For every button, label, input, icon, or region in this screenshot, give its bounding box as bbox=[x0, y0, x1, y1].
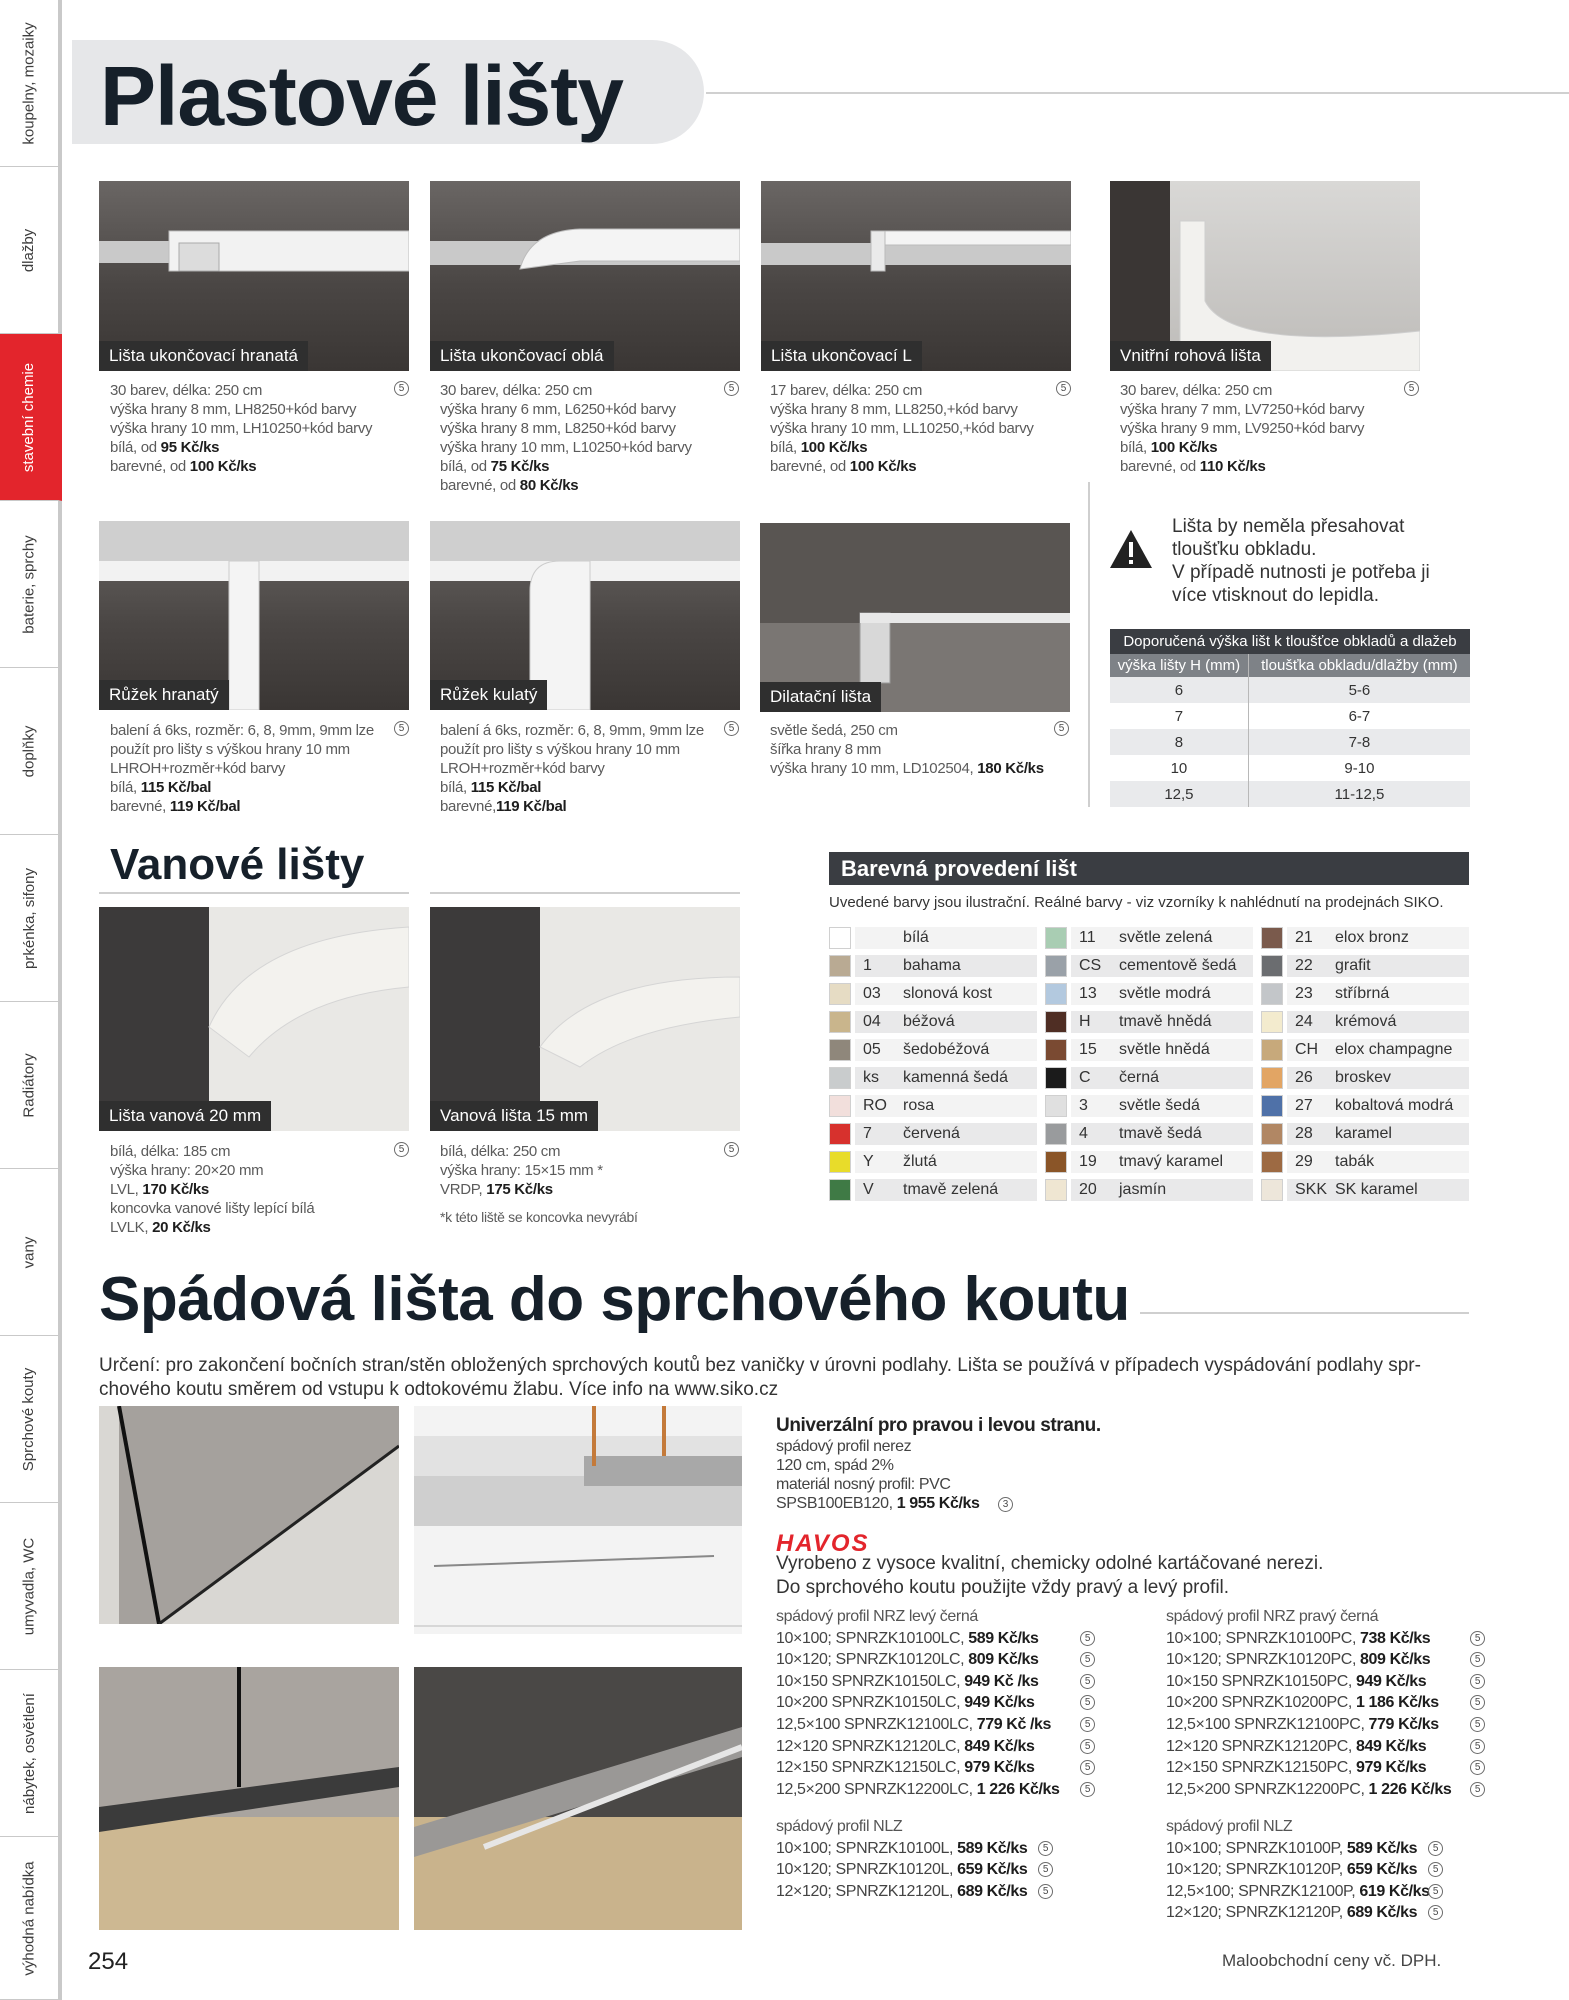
eco-badge-icon: 5 bbox=[1080, 1695, 1095, 1710]
eco-badge-icon: 5 bbox=[1470, 1739, 1485, 1754]
color-chip bbox=[1261, 1039, 1283, 1061]
color-chip bbox=[1261, 1011, 1283, 1033]
table-caption: Doporučená výška lišt k tloušťce obkladů a dlažeb bbox=[1110, 629, 1470, 654]
eco-badge-icon: 5 bbox=[1038, 1884, 1053, 1899]
product-label: Růžek hranatý bbox=[99, 680, 229, 710]
product-desc-vnitrni: 30 barev, délka: 250 cm výška hrany 7 mm, LV7250+kód barvy výška hrany 9 mm, LV9250+kód barvy bílá, 100 Kč/ks barevné, od 110 Kč/ks bbox=[1120, 382, 1365, 475]
color-name: kamenná šedá bbox=[903, 1069, 1008, 1086]
product-photo-vnitrni bbox=[1110, 181, 1420, 371]
color-chip bbox=[1045, 1011, 1067, 1033]
color-chip bbox=[1045, 983, 1067, 1005]
product-label: Lišta ukončovací hranatá bbox=[99, 341, 308, 371]
eco-badge-icon: 5 bbox=[1080, 1674, 1095, 1689]
eco-badge-icon: 5 bbox=[394, 381, 409, 396]
color-chip bbox=[1261, 955, 1283, 977]
eco-badge-icon: 5 bbox=[1428, 1841, 1443, 1856]
footer-note: Maloobchodní ceny vč. DPH. bbox=[1222, 1951, 1442, 1970]
color-chip bbox=[1045, 1039, 1067, 1061]
color-swatch-row bbox=[829, 1093, 1037, 1121]
palette-column bbox=[1045, 925, 1253, 1205]
sidebar-item-label: prkénka, sifony bbox=[20, 867, 38, 969]
color-name: bahama bbox=[903, 957, 961, 974]
universal-heading: Univerzální pro pravou i levou stranu. bbox=[776, 1415, 1101, 1436]
eco-badge-icon: 5 bbox=[1428, 1905, 1443, 1920]
color-name: stříbrná bbox=[1335, 985, 1390, 1002]
product-photo-l bbox=[761, 181, 1071, 371]
price-list-item: 10×100; SPNRZK10100LC, 589 Kč/ks 5 bbox=[776, 1628, 1096, 1650]
eco-badge-icon: 5 bbox=[1428, 1862, 1443, 1877]
eco-badge-icon: 5 bbox=[1470, 1652, 1485, 1667]
eco-badge-icon: 5 bbox=[1056, 381, 1071, 396]
price-list-item: 10×120; SPNRZK10120LC, 809 Kč/ks 5 bbox=[776, 1649, 1096, 1671]
price-list-item: 10×120; SPNRZK10120P, 659 Kč/ks 5 bbox=[1166, 1859, 1446, 1881]
table-row: 6 5-6 bbox=[1110, 677, 1470, 703]
color-swatch-row bbox=[1045, 1177, 1253, 1205]
color-swatch-row bbox=[1045, 1065, 1253, 1093]
color-name: tmavě hnědá bbox=[1119, 1013, 1212, 1030]
color-swatch-row bbox=[1261, 925, 1469, 953]
color-swatch-row bbox=[1261, 1065, 1469, 1093]
color-code: ks bbox=[863, 1069, 879, 1086]
sidebar-item-label: doplňky bbox=[20, 725, 38, 777]
color-code: CH bbox=[1295, 1041, 1319, 1058]
warning-text: Lišta by neměla přesahovat tloušťku obkladu. V případě nutnosti je potřeba ji více vtisknout do lepidla. bbox=[1172, 516, 1430, 606]
color-chip bbox=[1261, 1067, 1283, 1089]
palette-title: Barevná provedení lišt bbox=[829, 852, 1469, 885]
color-swatch-row bbox=[1261, 1037, 1469, 1065]
color-code: 04 bbox=[863, 1013, 881, 1030]
color-code: 13 bbox=[1079, 985, 1097, 1002]
eco-badge-icon: 5 bbox=[394, 721, 409, 736]
price-list-item: 12×120; SPNRZK12120L, 689 Kč/ks 5 bbox=[776, 1881, 1056, 1903]
section-rule bbox=[430, 892, 740, 894]
color-swatch-row bbox=[829, 925, 1037, 953]
eco-badge-icon: 5 bbox=[1470, 1674, 1485, 1689]
product-photo-vanova-15 bbox=[430, 907, 740, 1131]
color-code: 05 bbox=[863, 1041, 881, 1058]
color-name: broskev bbox=[1335, 1069, 1392, 1086]
color-name: jasmín bbox=[1119, 1181, 1167, 1198]
price-list-nlz-right bbox=[1166, 1816, 1446, 1924]
color-name: tabák bbox=[1335, 1153, 1375, 1170]
price-list-item: 10×150 SPNRZK10150LC, 949 Kč /ks 5 bbox=[776, 1671, 1096, 1693]
color-name: černá bbox=[1119, 1069, 1160, 1086]
table-row: 7 6-7 bbox=[1110, 703, 1470, 729]
color-code: SKK bbox=[1295, 1181, 1328, 1198]
color-code: 26 bbox=[1295, 1069, 1313, 1086]
eco-badge-icon: 5 bbox=[1038, 1841, 1053, 1856]
color-swatch-row bbox=[1261, 1093, 1469, 1121]
color-chip bbox=[829, 1011, 851, 1033]
eco-badge-icon: 5 bbox=[1470, 1760, 1485, 1775]
product-label: Lišta ukončovací oblá bbox=[430, 341, 614, 371]
price-list-title: spádový profil NLZ bbox=[1166, 1818, 1293, 1835]
shower-photo-1 bbox=[99, 1406, 399, 1624]
price-list-item: 10×200 SPNRZK10150LC, 949 Kč/ks 5 bbox=[776, 1692, 1096, 1714]
universal-spec: Univerzální pro pravou i levou stranu. spádový profil nerez 120 cm, spád 2% materiál nosný profil: PVC SPSB100EB120, 1 955 Kč/ks bbox=[776, 1415, 1101, 1512]
table-row: 8 7-8 bbox=[1110, 729, 1470, 755]
height-table bbox=[1110, 629, 1470, 807]
eco-badge-icon: 5 bbox=[724, 721, 739, 736]
spadova-intro: Určení: pro zakončení bočních stran/stěn obložených sprchových koutů bez vaničky v úrovni podlahy. Lišta se používá v případech vyspádování podlahy spr- chového koutu směrem od vstupu k odtokovému žlabu. Více info na www.siko.cz bbox=[99, 1355, 1421, 1400]
sidebar-item-nabytek[interactable] bbox=[0, 1670, 62, 1837]
color-code: 23 bbox=[1295, 985, 1313, 1002]
sidebar-item-label: výhodná nabídka bbox=[20, 1860, 38, 1976]
color-name: elox bronz bbox=[1335, 929, 1409, 946]
color-swatch-row bbox=[1261, 953, 1469, 981]
warning-icon bbox=[1108, 528, 1154, 570]
color-swatch-row bbox=[829, 1149, 1037, 1177]
color-name: světle šedá bbox=[1119, 1097, 1200, 1114]
shower-illustration bbox=[414, 1667, 742, 1930]
shower-photo-2 bbox=[99, 1667, 399, 1930]
color-chip bbox=[1261, 1151, 1283, 1173]
product-photo-ruzek-kulaty bbox=[430, 521, 740, 710]
sidebar-item-label: Radiátory bbox=[20, 1052, 38, 1118]
product-desc-obla: 30 barev, délka: 250 cm výška hrany 6 mm, L6250+kód barvy výška hrany 8 mm, L8250+kód barvy výška hrany 10 mm, L10250+kód barvy bílá, od 75 Kč/ks barevné, od 80 Kč/ks bbox=[440, 382, 692, 494]
color-name: slonová kost bbox=[903, 985, 992, 1002]
color-swatch-row bbox=[1261, 1009, 1469, 1037]
product-label: Lišta vanová 20 mm bbox=[99, 1101, 271, 1131]
color-chip bbox=[1045, 1095, 1067, 1117]
color-swatch-row bbox=[829, 981, 1037, 1009]
eco-badge-icon: 5 bbox=[1080, 1652, 1095, 1667]
palette-column bbox=[829, 925, 1037, 1205]
color-code: 4 bbox=[1079, 1125, 1088, 1142]
color-code: 20 bbox=[1079, 1181, 1097, 1198]
section-sidebar bbox=[0, 0, 72, 2000]
color-code: 19 bbox=[1079, 1153, 1097, 1170]
price-list-item: 12,5×100 SPNRZK12100LC, 779 Kč /ks 5 bbox=[776, 1714, 1096, 1736]
product-desc-ruzek-kulaty: balení á 6ks, rozměr: 6, 8, 9mm, 9mm lze použít pro lišty s výškou hrany 10 mm LROH+rozměr+kód barvy bílá, 115 Kč/bal barevné,119 Kč/bal bbox=[440, 722, 704, 815]
price-list-item: 10×120; SPNRZK10120PC, 809 Kč/ks 5 bbox=[1166, 1649, 1486, 1671]
price-list-item: 12×120 SPNRZK12120LC, 849 Kč/ks 5 bbox=[776, 1736, 1096, 1758]
eco-badge-icon: 5 bbox=[394, 1142, 409, 1157]
color-code: V bbox=[863, 1181, 874, 1198]
color-code: 03 bbox=[863, 985, 881, 1002]
price-list-item: 12,5×100; SPNRZK12100P, 619 Kč/ks 5 bbox=[1166, 1881, 1446, 1903]
product-photo-hranata bbox=[99, 181, 409, 371]
color-name: béžová bbox=[903, 1013, 955, 1030]
sidebar-item-koupelny[interactable] bbox=[0, 0, 62, 167]
color-code: 27 bbox=[1295, 1097, 1313, 1114]
eco-badge-icon: 5 bbox=[1470, 1717, 1485, 1732]
product-desc-vanova-20: bílá, délka: 185 cm výška hrany: 20×20 mm LVL, 170 Kč/ks koncovka vanové lišty lepící bílá LVLK, 20 Kč/ks bbox=[110, 1143, 315, 1236]
color-name: kobaltová modrá bbox=[1335, 1097, 1454, 1114]
eco-badge-icon: 3 bbox=[998, 1497, 1013, 1512]
color-name: krémová bbox=[1335, 1013, 1397, 1030]
sidebar-item-vyhodna-nabidka[interactable] bbox=[0, 1837, 62, 2000]
price-list-nrz-levy bbox=[776, 1606, 1096, 1800]
sidebar-item-label: baterie, sprchy bbox=[20, 534, 38, 634]
price-list-item: 12×120; SPNRZK12120P, 689 Kč/ks 5 bbox=[1166, 1902, 1446, 1924]
color-swatch-row bbox=[1045, 925, 1253, 953]
color-name: tmavě zelená bbox=[903, 1181, 999, 1198]
color-name: elox champagne bbox=[1335, 1041, 1453, 1058]
eco-badge-icon: 5 bbox=[1428, 1884, 1443, 1899]
table-row: 10 9-10 bbox=[1110, 755, 1470, 781]
section-rule bbox=[1140, 1312, 1469, 1314]
price-list-title: spádový profil NRZ pravý černá bbox=[1166, 1608, 1379, 1625]
color-name: šedobéžová bbox=[903, 1041, 990, 1058]
product-photo-vanova-20 bbox=[99, 907, 409, 1131]
color-chip bbox=[829, 1067, 851, 1089]
color-code: 21 bbox=[1295, 929, 1313, 946]
color-chip bbox=[1045, 927, 1067, 949]
product-label: Vanová lišta 15 mm bbox=[430, 1101, 598, 1131]
eco-badge-icon: 5 bbox=[1470, 1782, 1485, 1797]
color-swatch-row bbox=[829, 1121, 1037, 1149]
color-code: 3 bbox=[1079, 1097, 1088, 1114]
color-swatch-row bbox=[1261, 981, 1469, 1009]
eco-badge-icon: 5 bbox=[1080, 1631, 1095, 1646]
color-swatch-row bbox=[829, 1065, 1037, 1093]
color-name: tmavý karamel bbox=[1119, 1153, 1224, 1170]
color-code: Y bbox=[863, 1153, 874, 1170]
color-swatch-row bbox=[1045, 1149, 1253, 1177]
color-swatch-row bbox=[1045, 953, 1253, 981]
color-swatch-row bbox=[829, 1177, 1037, 1205]
sidebar-item-label: stavební chemie bbox=[20, 362, 38, 472]
profile-section-diagram bbox=[414, 1406, 742, 1634]
eco-badge-icon: 5 bbox=[1404, 381, 1419, 396]
eco-badge-icon: 5 bbox=[1080, 1782, 1095, 1797]
sidebar-item-doplnky[interactable] bbox=[0, 668, 62, 835]
color-name: světle modrá bbox=[1119, 985, 1211, 1002]
profile-illustration bbox=[99, 907, 409, 1131]
price-list-nlz-left bbox=[776, 1816, 1056, 1902]
color-chip bbox=[1261, 1123, 1283, 1145]
color-swatch-row bbox=[829, 1037, 1037, 1065]
sidebar-item-label: dlažby bbox=[20, 228, 38, 272]
sidebar-item-prkenka[interactable] bbox=[0, 835, 62, 1002]
price-list-item: 10×100; SPNRZK10100L, 589 Kč/ks 5 bbox=[776, 1838, 1056, 1860]
price-list-item: 10×100; SPNRZK10100P, 589 Kč/ks 5 bbox=[1166, 1838, 1446, 1860]
color-code: H bbox=[1079, 1013, 1091, 1030]
color-swatch-row bbox=[1045, 1093, 1253, 1121]
price-list-item: 12×150 SPNRZK12150PC, 979 Kč/ks 5 bbox=[1166, 1757, 1486, 1779]
eco-badge-icon: 5 bbox=[1080, 1717, 1095, 1732]
shower-illustration bbox=[99, 1406, 399, 1624]
color-code: 24 bbox=[1295, 1013, 1313, 1030]
color-swatch-row bbox=[829, 1009, 1037, 1037]
sidebar-item-stavebni-chemie[interactable] bbox=[0, 334, 62, 501]
color-swatch-row bbox=[1045, 1037, 1253, 1065]
eco-badge-icon: 5 bbox=[1470, 1695, 1485, 1710]
product-desc-l: 17 barev, délka: 250 cm výška hrany 8 mm, LL8250,+kód barvy výška hrany 10 mm, LL10250,+kód barvy bílá, 100 Kč/ks barevné, od 100 Kč/ks bbox=[770, 382, 1034, 475]
sidebar-item-umyvadla[interactable] bbox=[0, 1503, 62, 1670]
color-chip bbox=[1261, 983, 1283, 1005]
sidebar-item-label: umyvadla, WC bbox=[20, 1537, 38, 1635]
eco-badge-icon: 5 bbox=[1054, 721, 1069, 736]
page-title: Plastové lišty bbox=[100, 49, 623, 143]
product-desc-hranata: 30 barev, délka: 250 cm výška hrany 8 mm, LH8250+kód barvy výška hrany 10 mm, LH10250+kód barvy bílá, od 95 Kč/ks barevné, od 100 Kč/ks bbox=[110, 382, 373, 475]
profile-illustration bbox=[430, 907, 740, 1131]
product-desc-dilatacni: světle šedá, 250 cm šířka hrany 8 mm výška hrany 10 mm, LD102504, 180 Kč/ks bbox=[770, 722, 1044, 777]
column-divider bbox=[1088, 482, 1090, 807]
shower-illustration bbox=[99, 1667, 399, 1930]
sidebar-item-label: nábytek, osvětlení bbox=[20, 1692, 38, 1814]
eco-badge-icon: 5 bbox=[1470, 1631, 1485, 1646]
color-swatch-row bbox=[1261, 1177, 1469, 1205]
sidebar-item-dlazby[interactable] bbox=[0, 167, 62, 334]
color-chip bbox=[829, 1151, 851, 1173]
price-list-nrz-pravy bbox=[1166, 1606, 1486, 1800]
eco-badge-icon: 5 bbox=[1038, 1862, 1053, 1877]
color-chip bbox=[1261, 1095, 1283, 1117]
product-photo-obla bbox=[430, 181, 740, 371]
color-code: 15 bbox=[1079, 1041, 1097, 1058]
title-banner bbox=[72, 40, 704, 144]
section-title-spadova: Spádová lišta do sprchového koutu bbox=[99, 1265, 1130, 1334]
price-list-item: 10×150 SPNRZK10150PC, 949 Kč/ks 5 bbox=[1166, 1671, 1486, 1693]
color-chip bbox=[829, 1039, 851, 1061]
price-list-item: 10×120; SPNRZK10120L, 659 Kč/ks 5 bbox=[776, 1859, 1056, 1881]
sidebar-item-label: koupelny, mozaiky bbox=[20, 21, 38, 145]
palette-column bbox=[1261, 925, 1469, 1205]
price-list-item: 10×200 SPNRZK10200PC, 1 186 Kč/ks 5 bbox=[1166, 1692, 1486, 1714]
product-label: Růžek kulatý bbox=[430, 680, 547, 710]
color-code: RO bbox=[863, 1097, 887, 1114]
product-label: Vnitřní rohová lišta bbox=[1110, 341, 1271, 371]
color-swatch-row bbox=[1045, 1009, 1253, 1037]
section-rule bbox=[99, 892, 409, 894]
sidebar-item-label: vany bbox=[20, 1236, 38, 1268]
product-label: Dilatační lišta bbox=[760, 682, 881, 712]
color-chip bbox=[829, 1123, 851, 1145]
price-list-item: 12×120 SPNRZK12120PC, 849 Kč/ks 5 bbox=[1166, 1736, 1486, 1758]
eco-badge-icon: 5 bbox=[724, 381, 739, 396]
title-rule bbox=[706, 92, 1569, 94]
table-header: tloušťka obkladu/dlažby (mm) bbox=[1248, 654, 1470, 677]
sidebar-item-vany[interactable] bbox=[0, 1169, 62, 1336]
color-swatch-row bbox=[1045, 981, 1253, 1009]
color-swatch-row bbox=[829, 953, 1037, 981]
color-name: SK karamel bbox=[1335, 1181, 1418, 1198]
color-name: žlutá bbox=[903, 1153, 937, 1170]
color-name: cementově šedá bbox=[1119, 957, 1237, 974]
eco-badge-icon: 5 bbox=[1080, 1760, 1095, 1775]
color-chip bbox=[829, 1095, 851, 1117]
sidebar-item-label: Sprchové kouty bbox=[20, 1367, 38, 1471]
product-desc-ruzek-hranaty: balení á 6ks, rozměr: 6, 8, 9mm, 9mm lze použít pro lišty s výškou hrany 10 mm LHROH+rozměr+kód barvy bílá, 115 Kč/bal barevné, 119 Kč/bal bbox=[110, 722, 374, 815]
color-chip bbox=[829, 983, 851, 1005]
color-code: 22 bbox=[1295, 957, 1313, 974]
color-name: karamel bbox=[1335, 1125, 1392, 1142]
color-name: grafit bbox=[1335, 957, 1371, 974]
sidebar-item-radiatory[interactable] bbox=[0, 1002, 62, 1169]
color-swatch-row bbox=[1045, 1121, 1253, 1149]
color-code: 29 bbox=[1295, 1153, 1313, 1170]
table-header: výška lišty H (mm) bbox=[1110, 654, 1248, 677]
color-swatch-row bbox=[1261, 1149, 1469, 1177]
sidebar-item-baterie[interactable] bbox=[0, 501, 62, 668]
eco-badge-icon: 5 bbox=[724, 1142, 739, 1157]
sidebar-item-sprchove-kouty[interactable] bbox=[0, 1336, 62, 1503]
eco-badge-icon: 5 bbox=[1080, 1739, 1095, 1754]
color-chip bbox=[1045, 1067, 1067, 1089]
color-code: 1 bbox=[863, 957, 872, 974]
color-code: 28 bbox=[1295, 1125, 1313, 1142]
section-title-vanove: Vanové lišty bbox=[110, 840, 365, 889]
profile-diagram bbox=[414, 1406, 742, 1634]
table-row: 12,5 11-12,5 bbox=[1110, 781, 1470, 807]
color-name: tmavě šedá bbox=[1119, 1125, 1202, 1142]
color-swatch-row bbox=[1261, 1121, 1469, 1149]
havos-logo: HAVOS bbox=[776, 1530, 870, 1557]
color-name: bílá bbox=[903, 929, 929, 946]
palette-note: Uvedené barvy jsou ilustrační. Reálné barvy - viz vzorníky k nahlédnutí na prodejnách SIKO. bbox=[829, 894, 1444, 911]
price-list-item: 12,5×100 SPNRZK12100PC, 779 Kč/ks 5 bbox=[1166, 1714, 1486, 1736]
price-list-title: spádový profil NRZ levý černá bbox=[776, 1608, 978, 1625]
color-code: C bbox=[1079, 1069, 1091, 1086]
color-name: červená bbox=[903, 1125, 960, 1142]
color-chip bbox=[1045, 955, 1067, 977]
color-chip bbox=[829, 955, 851, 977]
price-list-title: spádový profil NLZ bbox=[776, 1818, 903, 1835]
page-number: 254 bbox=[88, 1948, 129, 1975]
color-code: 11 bbox=[1079, 929, 1096, 946]
price-list-item: 12,5×200 SPNRZK12200LC, 1 226 Kč/ks 5 bbox=[776, 1779, 1096, 1801]
color-code: CS bbox=[1079, 957, 1102, 974]
color-name: rosa bbox=[903, 1097, 935, 1114]
footnote-text: *k této liště se koncovka nevyrábí bbox=[440, 1209, 638, 1225]
color-name: světle hnědá bbox=[1119, 1041, 1210, 1058]
price-list-item: 12×150 SPNRZK12150LC, 979 Kč/ks 5 bbox=[776, 1757, 1096, 1779]
color-chip bbox=[1261, 1179, 1283, 1201]
shower-photo-3 bbox=[414, 1667, 742, 1930]
color-chip bbox=[829, 927, 851, 949]
color-chip bbox=[1045, 1123, 1067, 1145]
color-code: 7 bbox=[863, 1125, 872, 1142]
price-list-item: 12,5×200 SPNRZK12200PC, 1 226 Kč/ks 5 bbox=[1166, 1779, 1486, 1801]
product-photo-dilatacni bbox=[760, 523, 1070, 712]
color-chip bbox=[1261, 927, 1283, 949]
havos-text: Vyrobeno z vysoce kvalitní, chemicky odolné kartáčované nerezi. Do sprchového koutu použijte vždy pravý a levý profil. bbox=[776, 1553, 1324, 1598]
color-chip bbox=[829, 1179, 851, 1201]
color-name: světle zelená bbox=[1119, 929, 1213, 946]
product-desc-vanova-15: bílá, délka: 250 cm výška hrany: 15×15 mm * VRDP, 175 Kč/ks *k této liště se koncovka nevyrábí bbox=[440, 1143, 638, 1225]
color-chip bbox=[1045, 1151, 1067, 1173]
product-photo-ruzek-hranaty bbox=[99, 521, 409, 710]
product-label: Lišta ukončovací L bbox=[761, 341, 922, 371]
color-chip bbox=[1045, 1179, 1067, 1201]
price-list-item: 10×100; SPNRZK10100PC, 738 Kč/ks 5 bbox=[1166, 1628, 1486, 1650]
